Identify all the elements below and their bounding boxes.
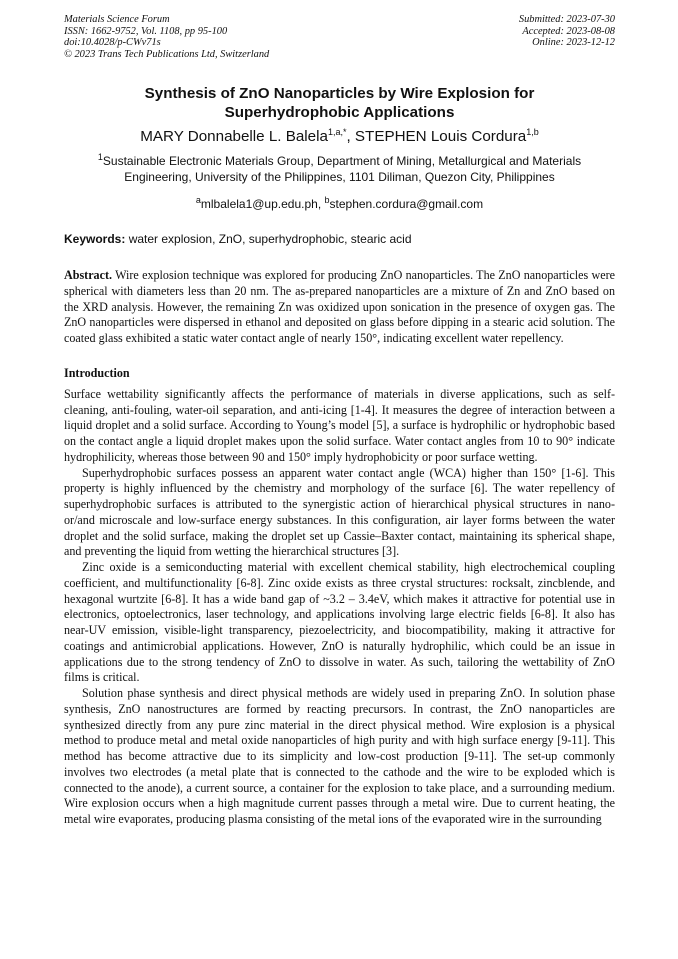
copyright-line: © 2023 Trans Tech Publications Ltd, Switzerland <box>64 48 270 60</box>
author-separator: , <box>346 128 355 146</box>
affiliation-line-2: Engineering, University of the Philippines, 1101 Diliman, Quezon City, Philippines <box>124 170 555 185</box>
intro-paragraph-1: Surface wettability significantly affects the performance of materials in diverse applications, such as self-cleaning, anti-fouling, water-oil separation, and anti-icing [1-4]. It measures the degree of interaction between a liquid droplet and a solid surface. According to Young’s model [5], a surface is hydrophilic or hydrophobic based on the contact angle a liquid droplet makes upon the solid surface. Water contact angles from 10 to 90° indicate hydrophilicity, whereas those between 90 and 150° imply hydrophobicity or poor surface wetting. <box>64 386 615 464</box>
author-1-marks: 1,a,* <box>327 127 347 138</box>
affiliation-line-1: Sustainable Electronic Materials Group, Department of Mining, Metallurgical and Materials <box>102 154 582 169</box>
header-left <box>64 14 269 60</box>
online-date: Online: 2023-12-12 <box>532 37 615 49</box>
email-b[interactable]: stephen.cordura@gmail.com <box>329 197 484 212</box>
abstract <box>64 268 615 347</box>
keywords-text: water explosion, ZnO, superhydrophobic, stearic acid <box>125 232 412 247</box>
paper-page <box>64 14 615 828</box>
author-1: MARY Donnabelle L. Balela <box>140 128 328 146</box>
affiliation-mark: 1 <box>97 152 103 163</box>
journal-header <box>64 14 615 60</box>
author-list <box>64 127 615 146</box>
email-a-mark: a <box>195 195 201 206</box>
email-b-mark: b <box>324 195 330 206</box>
intro-paragraph-3: Zinc oxide is a semiconducting material with excellent chemical stability, high electrochemical coupling coefficient, and multifunctionality [6-8]. Zinc oxide exists as three crystal structures: rocksalt, zincblende, and hexagonal wurtzite [6-8]. It has a wide band gap of ~3.2 – 3.4eV, which makes it attractive for potential use in electronics, optoelectronics, laser technology, and applications involving large electric fields [6-8]. It also has near-UV emission, visible-light transparency, piezoelectricity, and biocompatibility, making it attractive for coatings and antimicrobial applications. However, ZnO is naturally hydrophilic, which could be an issue in applications due to the strong tendency of ZnO to dissolve in water. As such, tailoring the wettability of ZnO films is critical. <box>64 560 615 685</box>
paper-title <box>64 84 615 122</box>
journal-name: Materials Science Forum <box>64 14 170 25</box>
issn-line: ISSN: 1662-9752, Vol. 1108, pp 95-100 <box>64 25 228 37</box>
email-separator: , <box>317 197 325 212</box>
title-line-2: Superhydrophobic Applications <box>224 104 455 122</box>
doi-line[interactable]: doi:10.4028/p-CWv71s <box>64 37 161 49</box>
abstract-text: Wire explosion technique was explored for producing ZnO nanoparticles. The ZnO nanoparticles were spherical with diameters less than 20 nm. The as-prepared nanoparticles are a mixture of Zn and ZnO based on the XRD analysis. However, the remaining Zn was oxidized upon sonication in the presence of oxygen gas. The ZnO nanoparticles were dispersed in ethanol and deposited on glass before dipping in a stearic acid solution. The coated glass exhibited a static water contact angle of nearly 150°, indicating excellent water repellency. <box>64 268 615 346</box>
author-emails <box>64 197 615 212</box>
accepted-date: Accepted: 2023-08-08 <box>522 25 615 37</box>
submitted-date: Submitted: 2023-07-30 <box>518 14 615 25</box>
abstract-label: Abstract. <box>64 268 113 283</box>
introduction-heading: Introduction <box>64 365 130 380</box>
intro-paragraph-4: Solution phase synthesis and direct physical methods are widely used in preparing ZnO. In solution phase synthesis, ZnO nanostructures are formed by reacting precursors. In contrast, the ZnO nanoparticles are synthesized directly from any pure zinc material in the direct physical method. Wire explosion is a physical method to produce metal and metal oxide nanoparticles of high purity and with high surface energy [9-11]. This method has become attractive due to its simplicity and low-cost production [9-11]. The set-up commonly involves two electrodes (a metal plate that is connected to the cathode and the wire to be exploded which is connected to the anode), a current source, a container for the explosion to take place, and a surrounding medium. Wire explosion occurs when a high magnitude current passes through a metal wire. Due to current heating, the metal wire evaporates, producing plasma consisting of the metal ions of the evaporated wire in the surrounding <box>64 686 615 827</box>
title-line-1: Synthesis of ZnO Nanoparticles by Wire Explosion for <box>144 85 535 103</box>
author-2: STEPHEN Louis Cordura <box>354 128 527 146</box>
keywords <box>64 232 615 247</box>
keywords-label: Keywords: <box>64 232 126 247</box>
affiliation <box>64 153 615 185</box>
email-a[interactable]: mlbalela1@up.edu.ph <box>200 197 318 212</box>
header-right <box>519 14 615 60</box>
author-2-marks: 1,b <box>526 127 539 138</box>
intro-paragraph-2: Superhydrophobic surfaces possess an apparent water contact angle (WCA) higher than 150° [1-6]. This property is highly influenced by the chemistry and morphology of the surface [6]. The water repellency of superhydrophobic surfaces is attributed to the synergistic action of hierarchical physical structures in nano- or/and microscale and low-surface energy substances. In this configuration, air layer forms between the water droplet and the solid surface, making the droplet set up Cassie–Baxter contact, maintaining its spherical shape, and preventing the liquid from wetting the hierarchical structures [3]. <box>64 465 615 559</box>
